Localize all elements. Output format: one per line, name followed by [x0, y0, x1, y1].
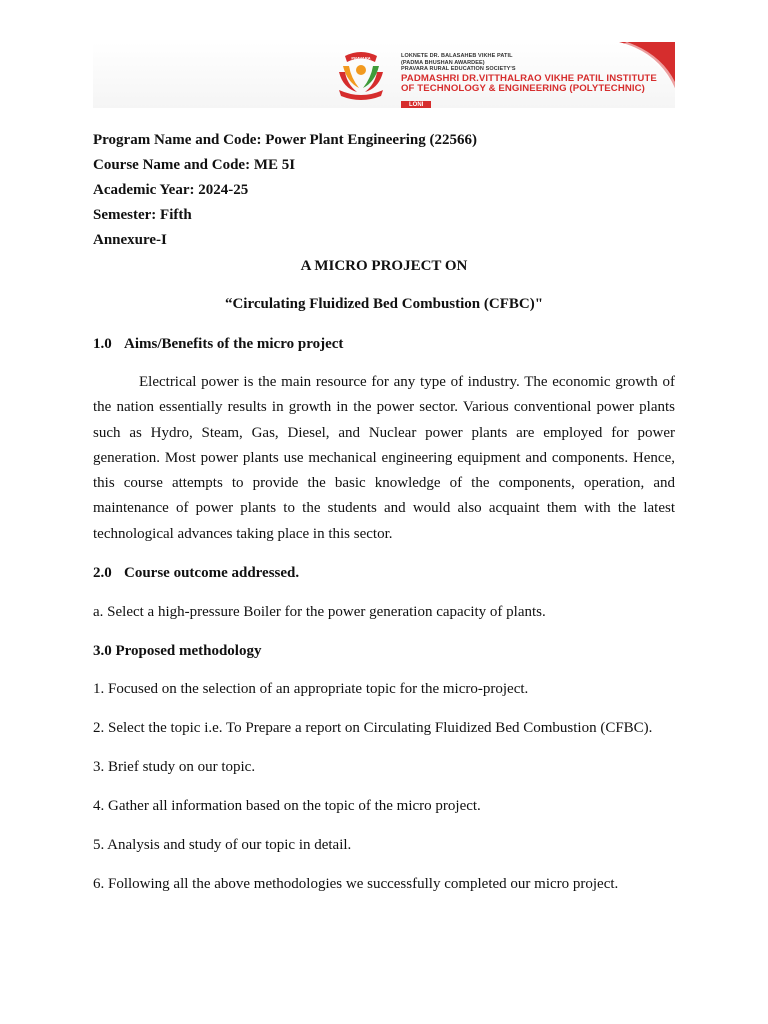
methodology-step: 6. Following all the above methodologies we successfully completed our micro project. [93, 876, 619, 892]
institute-name-line: PADMASHRI DR.VITTHALRAO VIKHE PATIL INSTITUTE [401, 72, 657, 84]
project-topic-title: “Circulating Fluidized Bed Combustion (CFBC)" [224, 296, 544, 312]
logo-ribbon-text: PRAVARA [351, 55, 371, 61]
methodology-step: 4. Gather all information based on the topic of the micro project. [93, 798, 481, 814]
institute-logo [333, 48, 389, 100]
methodology-step: 3. Brief study on our topic. [93, 759, 256, 775]
methodology-step: 5. Analysis and study of our topic in detail. [93, 837, 352, 853]
methodology-step: 2. Select the topic i.e. To Prepare a report on Circulating Fluidized Bed Combustion (CFBC). [93, 720, 653, 736]
program-name-code: Program Name and Code: Power Plant Engineering (22566) [93, 132, 477, 148]
section-2-heading [93, 565, 299, 582]
academic-year: Academic Year: 2024-25 [93, 182, 249, 198]
corner-decoration-icon [619, 42, 675, 88]
header-small-line: (PADMA BHUSHAN AWARDEE) [401, 59, 485, 66]
section-1-heading [93, 336, 343, 353]
course-name-code: Course Name and Code: ME 5I [93, 157, 296, 173]
location-badge: LONI [401, 101, 431, 108]
section-1-title: Aims/Benefits of the micro project [124, 336, 344, 352]
micro-project-title: A MICRO PROJECT ON [300, 258, 468, 274]
header-small-line: PRAVARA RURAL EDUCATION SOCIETY'S [401, 66, 516, 72]
course-outcome-item: a. Select a high-pressure Boiler for the power generation capacity of plants. [93, 604, 546, 620]
methodology-step: 1. Focused on the selection of an appropriate topic for the micro-project. [93, 681, 529, 697]
annexure-label: Annexure-I [93, 232, 167, 248]
institute-name-line: OF TECHNOLOGY & ENGINEERING (POLYTECHNIC) [401, 83, 645, 95]
section-2-title: Course outcome addressed. [124, 565, 300, 581]
section-2-number: 2.0 [93, 565, 112, 581]
section-1-number: 1.0 [93, 336, 112, 352]
section-1-paragraph: Electrical power is the main resource for any type of industry. The economic growth of the nation essentially results in growth in the power sector. Various conventional power plants such as Hydro, Steam, Gas, Diesel, and Nuclear power plants are employed for power generation. Most power plants use mechanical engineering equipment and components. Hence, this course attempts to provide the basic knowledge of the components, operation, and maintenance of power plants to the students and would also acquaint them with the latest technological advances taking place in this sector. [93, 374, 675, 542]
semester: Semester: Fifth [93, 207, 192, 223]
section-3-heading: 3.0 Proposed methodology [93, 643, 262, 659]
header-small-line: LOKNETE DR. BALASAHEB VIKHE PATIL [401, 53, 513, 59]
institute-header-banner [93, 42, 675, 108]
